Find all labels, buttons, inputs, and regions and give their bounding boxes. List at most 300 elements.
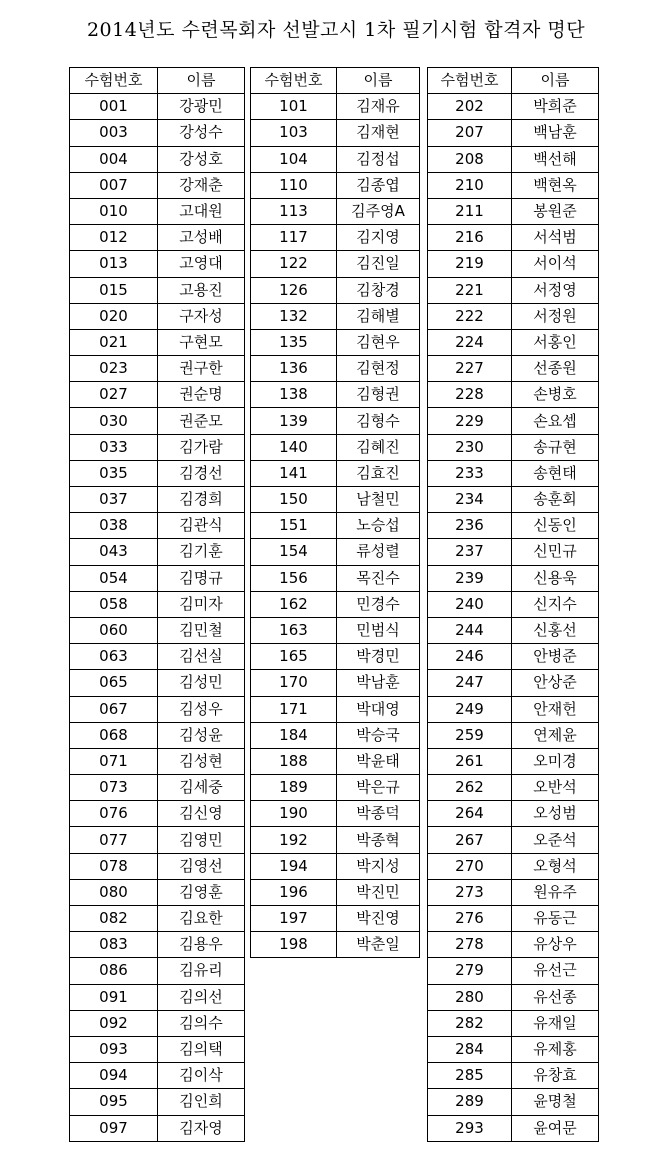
exam-number-cell: 208 [428,146,512,172]
header-row [428,68,599,94]
exam-number-cell: 013 [70,251,158,277]
exam-number-cell: 284 [428,1036,512,1062]
exam-number-cell: 073 [70,775,158,801]
name-cell: 권구한 [158,356,245,382]
table-row [70,277,245,303]
name-cell: 박윤태 [337,748,420,774]
table-row [251,801,420,827]
name-cell: 노승섭 [337,513,420,539]
name-cell: 서정영 [512,277,599,303]
name-cell: 김미자 [158,591,245,617]
name-cell: 김민철 [158,617,245,643]
table-row [251,906,420,932]
name-cell: 강광민 [158,94,245,120]
exam-number-cell: 221 [428,277,512,303]
table-row [70,722,245,748]
table-row [70,146,245,172]
table-row [428,120,599,146]
exam-number-cell: 097 [70,1115,158,1141]
table-row [70,1036,245,1062]
name-cell: 박은규 [337,775,420,801]
exam-number-cell: 224 [428,329,512,355]
table-row [428,906,599,932]
exam-number-cell: 068 [70,722,158,748]
table-row [70,1089,245,1115]
table-row [428,775,599,801]
name-cell: 강재춘 [158,172,245,198]
name-cell: 선종원 [512,356,599,382]
name-cell: 김기훈 [158,539,245,565]
exam-number-cell: 210 [428,172,512,198]
exam-number-cell: 030 [70,408,158,434]
exam-number-cell: 020 [70,303,158,329]
table-row [70,748,245,774]
exam-number-cell: 279 [428,958,512,984]
table-row [428,696,599,722]
roster-body [428,94,599,1142]
exam-number-cell: 083 [70,932,158,958]
exam-number-cell: 280 [428,984,512,1010]
table-row [428,670,599,696]
table-row [70,382,245,408]
name-cell: 김진일 [337,251,420,277]
name-cell: 류성렬 [337,539,420,565]
exam-number-cell: 244 [428,617,512,643]
name-cell: 오반석 [512,775,599,801]
table-row [251,539,420,565]
exam-number-cell: 202 [428,94,512,120]
table-row [70,1010,245,1036]
table-row [428,617,599,643]
header-exam-number: 수험번호 [428,68,512,94]
exam-number-cell: 198 [251,932,337,958]
table-row [70,1115,245,1141]
name-cell: 강성호 [158,146,245,172]
name-cell: 김관식 [158,513,245,539]
exam-number-cell: 282 [428,1010,512,1036]
table-row [70,801,245,827]
name-cell: 박종혁 [337,827,420,853]
table-row [428,827,599,853]
table-row [70,591,245,617]
name-cell: 김형권 [337,382,420,408]
exam-number-cell: 240 [428,591,512,617]
exam-number-cell: 067 [70,696,158,722]
name-cell: 김재유 [337,94,420,120]
exam-number-cell: 012 [70,225,158,251]
name-cell: 윤명철 [512,1089,599,1115]
exam-number-cell: 237 [428,539,512,565]
table-row [251,487,420,513]
exam-number-cell: 113 [251,198,337,224]
exam-number-cell: 126 [251,277,337,303]
name-cell: 백남훈 [512,120,599,146]
name-cell: 백선해 [512,146,599,172]
table-row [428,801,599,827]
table-row [428,513,599,539]
exam-number-cell: 229 [428,408,512,434]
table-row [428,329,599,355]
name-cell: 김정섭 [337,146,420,172]
name-cell: 고영대 [158,251,245,277]
exam-number-cell: 190 [251,801,337,827]
table-row [428,382,599,408]
page-title: 2014년도 수련목회자 선발고시 1차 필기시험 합격자 명단 [86,19,586,41]
table-row [251,879,420,905]
table-row [70,958,245,984]
table-row [251,120,420,146]
exam-number-cell: 138 [251,382,337,408]
exam-number-cell: 261 [428,748,512,774]
table-row [251,722,420,748]
name-cell: 송규현 [512,434,599,460]
exam-number-cell: 023 [70,356,158,382]
exam-number-cell: 033 [70,434,158,460]
table-row [251,198,420,224]
name-cell: 박진민 [337,879,420,905]
table-row [251,827,420,853]
name-cell: 김세중 [158,775,245,801]
table-row [251,460,420,486]
name-cell: 유제홍 [512,1036,599,1062]
name-cell: 안상준 [512,670,599,696]
table-row [251,329,420,355]
name-cell: 유선종 [512,984,599,1010]
table-row [251,696,420,722]
name-cell: 김종엽 [337,172,420,198]
name-cell: 연제윤 [512,722,599,748]
exam-number-cell: 003 [70,120,158,146]
table-row [428,591,599,617]
table-row [251,434,420,460]
name-cell: 권준모 [158,408,245,434]
exam-number-cell: 228 [428,382,512,408]
table-row [428,94,599,120]
exam-number-cell: 276 [428,906,512,932]
name-cell: 김자영 [158,1115,245,1141]
exam-number-cell: 234 [428,487,512,513]
exam-number-cell: 095 [70,1089,158,1115]
table-row [70,644,245,670]
table-row [70,775,245,801]
exam-number-cell: 216 [428,225,512,251]
table-row [70,408,245,434]
table-row [251,565,420,591]
table-row [251,277,420,303]
name-cell: 신홍선 [512,617,599,643]
name-cell: 김경선 [158,460,245,486]
name-cell: 김요한 [158,906,245,932]
name-cell: 유동근 [512,906,599,932]
exam-number-cell: 027 [70,382,158,408]
exam-number-cell: 141 [251,460,337,486]
name-cell: 박춘일 [337,932,420,958]
name-cell: 윤여문 [512,1115,599,1141]
table-row [428,1115,599,1141]
roster-body [251,94,420,958]
exam-number-cell: 239 [428,565,512,591]
exam-number-cell: 230 [428,434,512,460]
exam-number-cell: 117 [251,225,337,251]
table-row [70,617,245,643]
exam-number-cell: 163 [251,617,337,643]
roster-body [70,94,245,1142]
table-row [251,932,420,958]
name-cell: 박경민 [337,644,420,670]
exam-number-cell: 227 [428,356,512,382]
header-name: 이름 [337,68,420,94]
name-cell: 민범식 [337,617,420,643]
table-row [70,670,245,696]
exam-number-cell: 264 [428,801,512,827]
name-cell: 안재헌 [512,696,599,722]
table-row [70,513,245,539]
name-cell: 고용진 [158,277,245,303]
exam-number-cell: 091 [70,984,158,1010]
table-row [251,94,420,120]
table-row [428,932,599,958]
exam-number-cell: 080 [70,879,158,905]
table-row [251,303,420,329]
table-row [70,120,245,146]
table-row [70,565,245,591]
name-cell: 김용우 [158,932,245,958]
name-cell: 손요셉 [512,408,599,434]
name-cell: 박희준 [512,94,599,120]
name-cell: 서홍인 [512,329,599,355]
exam-number-cell: 196 [251,879,337,905]
header-exam-number: 수험번호 [251,68,337,94]
exam-number-cell: 058 [70,591,158,617]
exam-number-cell: 060 [70,617,158,643]
exam-number-cell: 065 [70,670,158,696]
name-cell: 송현태 [512,460,599,486]
exam-number-cell: 278 [428,932,512,958]
table-row [70,172,245,198]
name-cell: 김영민 [158,827,245,853]
table-row [428,853,599,879]
exam-number-cell: 188 [251,748,337,774]
roster-table-2 [250,67,420,958]
exam-number-cell: 010 [70,198,158,224]
name-cell: 김성우 [158,696,245,722]
exam-number-cell: 063 [70,644,158,670]
table-row [251,146,420,172]
exam-number-cell: 189 [251,775,337,801]
exam-number-cell: 001 [70,94,158,120]
table-row [70,225,245,251]
name-cell: 구현모 [158,329,245,355]
table-row [70,539,245,565]
name-cell: 목진수 [337,565,420,591]
header-exam-number: 수험번호 [70,68,158,94]
table-row [428,1010,599,1036]
table-row [251,617,420,643]
table-row [428,722,599,748]
table-row [428,198,599,224]
table-row [70,94,245,120]
name-cell: 백현옥 [512,172,599,198]
name-cell: 오형석 [512,853,599,879]
exam-number-cell: 192 [251,827,337,853]
table-row [70,434,245,460]
table-row [428,539,599,565]
exam-number-cell: 194 [251,853,337,879]
table-row [428,487,599,513]
table-row [70,827,245,853]
exam-number-cell: 054 [70,565,158,591]
name-cell: 유선근 [512,958,599,984]
name-cell: 김주영A [337,198,420,224]
exam-number-cell: 222 [428,303,512,329]
name-cell: 손병호 [512,382,599,408]
exam-number-cell: 071 [70,748,158,774]
name-cell: 오미경 [512,748,599,774]
table-row [70,696,245,722]
exam-number-cell: 156 [251,565,337,591]
name-cell: 권순명 [158,382,245,408]
table-row [428,460,599,486]
name-cell: 신동인 [512,513,599,539]
name-cell: 서이석 [512,251,599,277]
table-row [428,251,599,277]
name-cell: 김형수 [337,408,420,434]
exam-number-cell: 293 [428,1115,512,1141]
exam-number-cell: 104 [251,146,337,172]
exam-number-cell: 289 [428,1089,512,1115]
name-cell: 고성배 [158,225,245,251]
table-row [70,906,245,932]
name-cell: 박대영 [337,696,420,722]
name-cell: 김해별 [337,303,420,329]
exam-number-cell: 038 [70,513,158,539]
table-row [251,513,420,539]
exam-number-cell: 154 [251,539,337,565]
table-row [428,225,599,251]
table-row [428,434,599,460]
name-cell: 김영훈 [158,879,245,905]
exam-number-cell: 132 [251,303,337,329]
table-row [428,565,599,591]
table-row [251,225,420,251]
exam-number-cell: 094 [70,1063,158,1089]
exam-number-cell: 043 [70,539,158,565]
table-row [428,1036,599,1062]
exam-number-cell: 082 [70,906,158,932]
name-cell: 김현우 [337,329,420,355]
exam-number-cell: 197 [251,906,337,932]
table-row [251,644,420,670]
name-cell: 김성민 [158,670,245,696]
name-cell: 김재현 [337,120,420,146]
name-cell: 원유주 [512,879,599,905]
table-row [70,879,245,905]
table-row [251,172,420,198]
table-row [70,853,245,879]
table-row [428,146,599,172]
exam-number-cell: 162 [251,591,337,617]
header-row [70,68,245,94]
exam-number-cell: 135 [251,329,337,355]
table-row [70,1063,245,1089]
table-row [70,984,245,1010]
table-row [428,303,599,329]
exam-number-cell: 101 [251,94,337,120]
table-row [428,1063,599,1089]
table-row [428,172,599,198]
exam-number-cell: 211 [428,198,512,224]
name-cell: 오준석 [512,827,599,853]
exam-number-cell: 035 [70,460,158,486]
exam-number-cell: 076 [70,801,158,827]
name-cell: 김유리 [158,958,245,984]
table-row [428,748,599,774]
name-cell: 김혜진 [337,434,420,460]
name-cell: 유재일 [512,1010,599,1036]
exam-number-cell: 077 [70,827,158,853]
exam-number-cell: 267 [428,827,512,853]
name-cell: 김지영 [337,225,420,251]
name-cell: 서석범 [512,225,599,251]
name-cell: 유창효 [512,1063,599,1089]
name-cell: 박종덕 [337,801,420,827]
exam-number-cell: 184 [251,722,337,748]
name-cell: 박지성 [337,853,420,879]
name-cell: 김의택 [158,1036,245,1062]
exam-number-cell: 233 [428,460,512,486]
exam-number-cell: 165 [251,644,337,670]
table-row [70,460,245,486]
exam-number-cell: 015 [70,277,158,303]
table-row [428,958,599,984]
table-row [70,356,245,382]
exam-number-cell: 110 [251,172,337,198]
exam-number-cell: 007 [70,172,158,198]
exam-number-cell: 285 [428,1063,512,1089]
name-cell: 신지수 [512,591,599,617]
exam-number-cell: 139 [251,408,337,434]
name-cell: 김창경 [337,277,420,303]
name-cell: 구자성 [158,303,245,329]
name-cell: 김인희 [158,1089,245,1115]
name-cell: 봉원준 [512,198,599,224]
table-row [251,356,420,382]
exam-number-cell: 236 [428,513,512,539]
exam-number-cell: 150 [251,487,337,513]
table-row [251,775,420,801]
name-cell: 박승국 [337,722,420,748]
table-row [70,251,245,277]
exam-number-cell: 136 [251,356,337,382]
name-cell: 유상우 [512,932,599,958]
table-row [428,277,599,303]
header-name: 이름 [158,68,245,94]
name-cell: 김영선 [158,853,245,879]
roster-table-1 [69,67,245,1142]
exam-number-cell: 122 [251,251,337,277]
table-row [251,251,420,277]
exam-number-cell: 078 [70,853,158,879]
exam-number-cell: 140 [251,434,337,460]
table-row [428,1089,599,1115]
name-cell: 강성수 [158,120,245,146]
exam-number-cell: 170 [251,670,337,696]
name-cell: 김명규 [158,565,245,591]
name-cell: 김가람 [158,434,245,460]
exam-number-cell: 171 [251,696,337,722]
table-row [251,853,420,879]
name-cell: 고대원 [158,198,245,224]
